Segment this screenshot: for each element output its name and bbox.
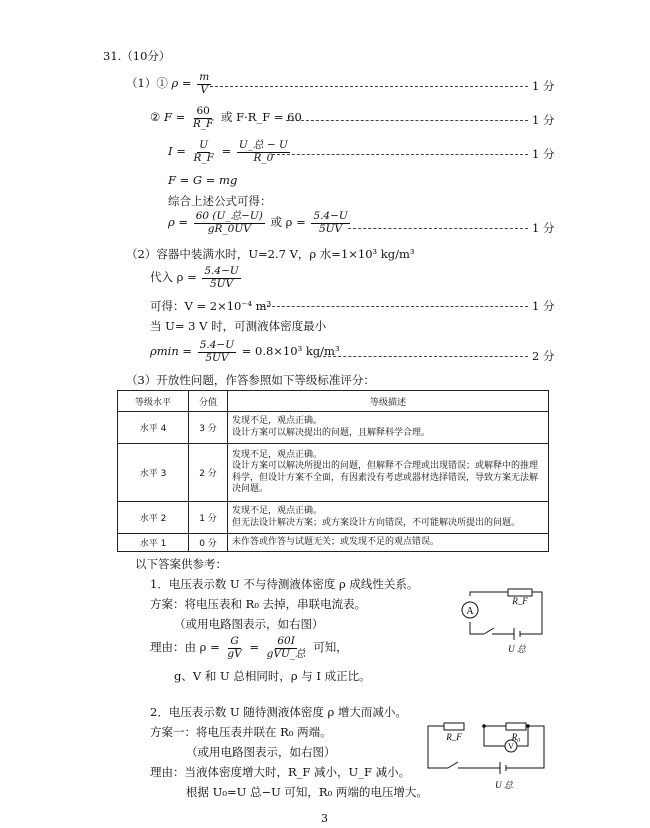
leader-dots	[318, 356, 528, 357]
part1-FG: F = G = mg	[168, 173, 238, 187]
grading-table	[117, 390, 549, 552]
score-mark: 1 分	[532, 147, 555, 161]
leader-dots	[272, 154, 528, 155]
page-number: 3	[321, 812, 328, 825]
resistor-label: R₀	[511, 732, 521, 742]
part2-sub: 代入 ρ = $\frac{5.4-U}{5UV}$	[150, 265, 239, 290]
score-cell: 3 分	[189, 412, 228, 444]
table-row	[118, 444, 549, 502]
answer1-reason: 理由：由 ρ = $\frac{G}{gV}$ = $\frac{60I}{\text{gVU\_总}}$ 可知，	[150, 635, 348, 660]
leader-dots	[348, 228, 528, 229]
level-cell: 水平 4	[118, 412, 189, 444]
level-cell: 水平 2	[118, 502, 189, 534]
part1-final: ρ = $\frac{\text{60 (U\_总−U)}}{gR\_0UV}$ 或 ρ = $\frac{5.4-U}{5UV}$	[168, 210, 348, 235]
leader-dots	[262, 306, 528, 307]
resistor-rf	[444, 723, 464, 730]
answer1-plan: 方案：将电压表和 R₀ 去掉，串联电流表。	[150, 597, 367, 611]
leader-dots	[210, 86, 528, 87]
answer1-title: 1．电压表示数 U 不与待测液体密度 ρ 成线性关系。	[150, 577, 419, 591]
part2-result: 可得：V = 2×10⁻⁴ m³	[150, 299, 272, 313]
answer1-alt: （或用电路图表示，如右图）	[174, 617, 324, 631]
circuit-diagram-2	[424, 718, 550, 796]
score-mark: 1 分	[532, 113, 555, 127]
level-cell: 水平 1	[118, 534, 189, 552]
answer2-title: 2．电压表示数 U 随待测液体密度 ρ 增大而减小。	[150, 705, 407, 719]
source-label: U 总	[495, 780, 513, 790]
answer1-conclusion: g、V 和 U 总相同时，ρ 与 I 成正比。	[174, 669, 371, 683]
desc-cell: 发现不足，观点正确。 设计方案可以解决所提出的问题，但解释不合理或出现错误；或解释中的推理科学，但设计方案不全面，有因素没有考虑或器材选择错误，导致方案无法解决问题。	[228, 444, 549, 502]
ref-label: 以下答案供参考：	[135, 557, 227, 571]
table-header: 等级水平	[118, 391, 189, 412]
part1-label: （1）①	[126, 76, 168, 91]
leader-dots	[286, 120, 528, 121]
score-cell: 0 分	[189, 534, 228, 552]
table-header: 等级描述	[228, 391, 549, 412]
score-cell: 1 分	[189, 502, 228, 534]
voltmeter-label: V	[508, 742, 514, 751]
resistor-r0	[506, 723, 526, 730]
score-cell: 2 分	[189, 444, 228, 502]
resistor-label: R_F	[512, 596, 528, 606]
table-row	[118, 412, 549, 444]
table-row	[118, 534, 549, 552]
question-header: 31.（10分）	[103, 49, 171, 63]
part3-label: （3）开放性问题，作答参照如下等级标准评分：	[126, 373, 375, 387]
ammeter-label: A	[466, 606, 474, 617]
desc-cell: 发现不足，观点正确。 设计方案可以解决提出的问题，且解释科学合理。	[228, 412, 549, 444]
score-mark: 1 分	[532, 79, 555, 93]
part1-step1: （1）① ρ = $\frac{m}{V}$	[126, 71, 210, 96]
desc-cell: 发现不足，观点正确。 但无法设计解决方案；或方案设计方向错误，不可能解决所提出的问题。	[228, 502, 549, 534]
score-mark: 1 分	[532, 299, 555, 313]
table-row	[118, 502, 549, 534]
table-header-row	[118, 391, 549, 412]
answer2-alt: （或用电路图表示，如右图）	[186, 745, 336, 759]
level-cell: 水平 3	[118, 444, 189, 502]
source-label: U 总	[508, 644, 526, 654]
answer2-reason: 理由：当液体密度增大时，R_F 减小，U_F 减小。	[150, 765, 411, 779]
part1-combine: 综合上述公式可得：	[168, 194, 272, 208]
part2-min-cond: 当 U= 3 V 时，可测液体密度最小	[150, 319, 327, 333]
desc-cell: 未作答或作答与试题无关；或发现不足的观点错误。	[228, 534, 549, 552]
table-header: 分值	[189, 391, 228, 412]
part2-label: （2）容器中装满水时，U=2.7 V，ρ 水=1×10³ kg/m³	[126, 247, 415, 261]
score-mark: 1 分	[532, 221, 555, 235]
resistor-label: R_F	[446, 732, 462, 742]
part1-current: I = $\frac{U}{R\_F}$ = $\frac{\text{U\_总 − U}}{R\_0}$	[168, 139, 288, 164]
answer2-reason2: 根据 U₀=U 总−U 可知，R₀ 两端的电压增大。	[186, 785, 428, 799]
score-mark: 2 分	[532, 349, 555, 363]
answer2-plan: 方案一：将电压表并联在 R₀ 两端。	[150, 725, 332, 739]
circuit-diagram-1	[440, 588, 550, 658]
part1-step2: ② F = $\frac{60}{R\_F}$ 或 F·R_F = 60	[150, 105, 302, 130]
part2-min: ρmin = $\frac{5.4-U}{5UV}$ = 0.8×10³ kg/m³	[150, 339, 340, 364]
resistor-rf	[508, 589, 532, 596]
